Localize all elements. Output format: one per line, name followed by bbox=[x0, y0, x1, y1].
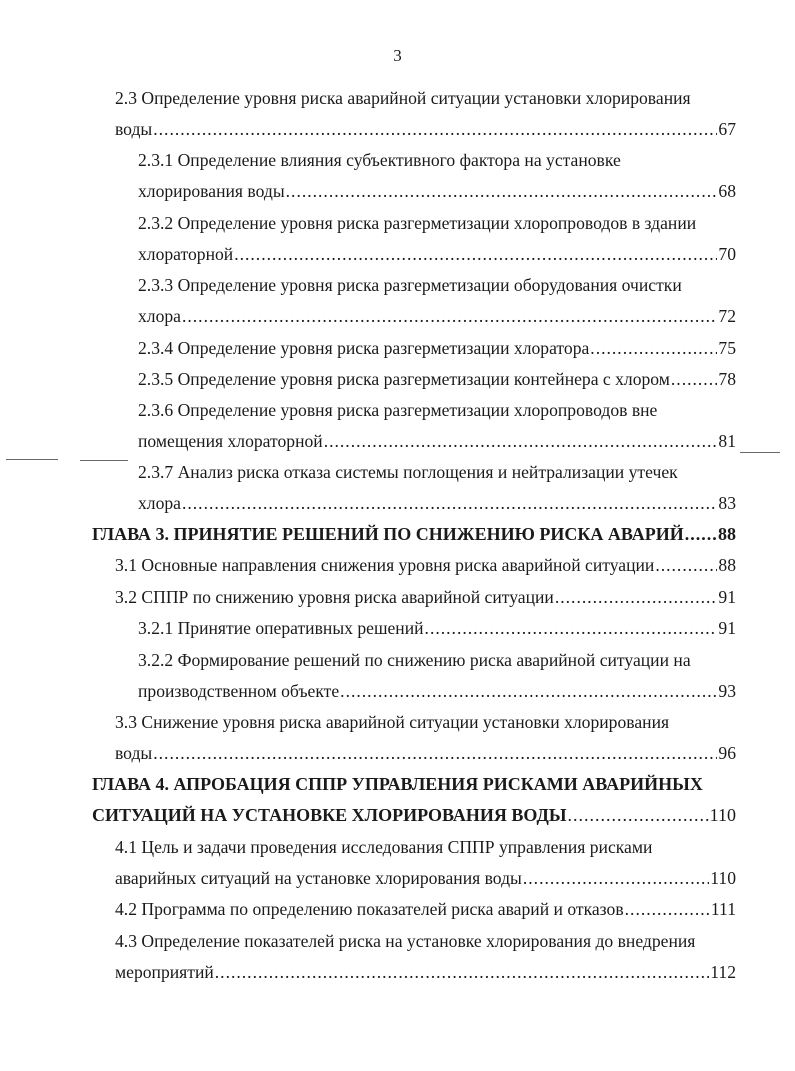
toc-entry-page: 88 bbox=[718, 555, 736, 575]
toc-entry-page: 67 bbox=[718, 119, 736, 139]
dot-leader bbox=[625, 895, 710, 923]
toc-entry-last-line bbox=[138, 677, 736, 705]
scan-line-artifact-left bbox=[6, 459, 58, 460]
toc-entry-text: воды bbox=[115, 743, 153, 763]
toc-entry-text: 3.3 Снижение уровня риска аварийной ситуации установки хлорирования bbox=[115, 712, 670, 732]
toc-entry-text: ГЛАВА 3. ПРИНЯТИЕ РЕШЕНИЙ ПО СНИЖЕНИЮ РИСКА АВАРИЙ bbox=[92, 524, 684, 544]
toc-entry-last-line bbox=[115, 115, 736, 143]
scan-line-artifact-right bbox=[740, 452, 780, 453]
toc-entry-page: 81 bbox=[718, 431, 736, 451]
toc-entry-text: аварийных ситуаций на установке хлорирования воды bbox=[115, 868, 522, 888]
dot-leader bbox=[655, 551, 717, 579]
dot-leader bbox=[215, 958, 709, 986]
toc-entry-text: 2.3.3 Определение уровня риска разгерметизации оборудования очистки bbox=[138, 275, 682, 295]
toc-entry-text: 2.3.5 Определение уровня риска разгерметизации контейнера с хлором bbox=[138, 369, 670, 389]
toc-entry-text: 2.3.2 Определение уровня риска разгерметизации хлоропроводов в здании bbox=[138, 213, 697, 233]
toc-entry-last-line bbox=[115, 583, 736, 611]
toc-entry-text: 2.3 Определение уровня риска аварийной ситуации установки хлорирования bbox=[115, 88, 691, 108]
toc-entry-text: 3.2 СППР по снижению уровня риска аварийной ситуации bbox=[115, 587, 554, 607]
toc-entry-last-line bbox=[138, 177, 736, 205]
toc-entry-last-line bbox=[138, 365, 736, 393]
dot-leader bbox=[182, 302, 717, 330]
toc-entry-text: 2.3.7 Анализ риска отказа системы поглощения и нейтрализации утечек bbox=[138, 462, 678, 482]
toc-entry-last-line bbox=[138, 489, 736, 517]
dot-leader bbox=[425, 614, 718, 642]
toc-entry-text: 4.1 Цель и задачи проведения исследования СППР управления рисками bbox=[115, 837, 653, 857]
toc-entry-page: 91 bbox=[718, 587, 736, 607]
toc-entry-text: 3.2.1 Принятие оперативных решений bbox=[138, 618, 424, 638]
toc-entry-text: СИТУАЦИЙ НА УСТАНОВКЕ ХЛОРИРОВАНИЯ ВОДЫ bbox=[92, 805, 567, 825]
toc-entry-page: 91 bbox=[718, 618, 736, 638]
toc-entry-page: 70 bbox=[718, 244, 736, 264]
toc-entry-last-line bbox=[115, 958, 736, 986]
dot-leader bbox=[286, 177, 718, 205]
toc-entry-last-line bbox=[138, 427, 736, 455]
dot-leader bbox=[671, 365, 718, 393]
toc-entry-last-line bbox=[115, 551, 736, 579]
toc-entry-page: 110 bbox=[709, 805, 736, 825]
toc-entry-text: 4.2 Программа по определению показателей риска аварий и отказов bbox=[115, 899, 624, 919]
dot-leader bbox=[324, 427, 718, 455]
toc-entry-page: 78 bbox=[718, 369, 736, 389]
toc-entry-last-line bbox=[115, 864, 736, 892]
toc-entry-text: хлораторной bbox=[138, 244, 234, 264]
toc-entry-text: 2.3.6 Определение уровня риска разгерметизации хлоропроводов вне bbox=[138, 400, 658, 420]
toc-entry-page: 83 bbox=[718, 493, 736, 513]
dot-leader bbox=[555, 583, 718, 611]
toc-entry-text: воды bbox=[115, 119, 153, 139]
toc-entry-text: 2.3.1 Определение влияния субъективного фактора на установке bbox=[138, 150, 621, 170]
toc-entry-page: 72 bbox=[718, 306, 736, 326]
dot-leader bbox=[523, 864, 709, 892]
toc-chapter-heading bbox=[92, 520, 736, 548]
toc-entry-text: 2.3.4 Определение уровня риска разгерметизации хлоратора bbox=[138, 338, 590, 358]
toc-entry-page: 93 bbox=[718, 681, 736, 701]
toc-entry-text: хлора bbox=[138, 306, 181, 326]
toc-entry-last-line bbox=[138, 302, 736, 330]
dot-leader bbox=[590, 334, 717, 362]
toc-entry-last-line bbox=[138, 334, 736, 362]
toc-entry-page: 112 bbox=[710, 962, 736, 982]
toc-entry-text: производственном объекте bbox=[138, 681, 340, 701]
toc-chapter-heading: ГЛАВА 4. АПРОБАЦИЯ СППР УПРАВЛЕНИЯ РИСКАМИ АВАРИЙНЫХ bbox=[92, 774, 703, 794]
dot-leader bbox=[182, 489, 717, 517]
toc-entry-text: хлора bbox=[138, 493, 181, 513]
dot-leader bbox=[568, 801, 709, 829]
dot-leader bbox=[234, 240, 717, 268]
toc-entry-text: мероприятий bbox=[115, 962, 214, 982]
dot-leader bbox=[153, 115, 717, 143]
dot-leader bbox=[685, 520, 717, 548]
toc-entry-last-line bbox=[115, 739, 736, 767]
toc-entry-text: 3.1 Основные направления снижения уровня риска аварийной ситуации bbox=[115, 555, 655, 575]
toc-chapter-heading-last-line bbox=[92, 801, 736, 829]
toc-entry-text: помещения хлораторной bbox=[138, 431, 323, 451]
toc-entry-page: 111 bbox=[710, 899, 736, 919]
toc-entry-last-line bbox=[138, 614, 736, 642]
toc-entry-page: 68 bbox=[718, 181, 736, 201]
toc-entry-last-line bbox=[115, 895, 736, 923]
toc-entry-page: 96 bbox=[718, 743, 736, 763]
dot-leader bbox=[153, 739, 717, 767]
toc-entry-page: 88 bbox=[718, 524, 736, 544]
toc-entry-text: хлорирования воды bbox=[138, 181, 285, 201]
toc-entry-page: 75 bbox=[718, 338, 736, 358]
toc-entry-page: 110 bbox=[710, 868, 736, 888]
toc-entry-text: 3.2.2 Формирование решений по снижению риска аварийной ситуации на bbox=[138, 650, 691, 670]
toc-entry-last-line bbox=[138, 240, 736, 268]
toc-entry-text: 4.3 Определение показателей риска на установке хлорирования до внедрения bbox=[115, 931, 696, 951]
dot-leader bbox=[340, 677, 717, 705]
scan-line-artifact-mid bbox=[80, 460, 128, 461]
page-number: 3 bbox=[393, 46, 402, 65]
